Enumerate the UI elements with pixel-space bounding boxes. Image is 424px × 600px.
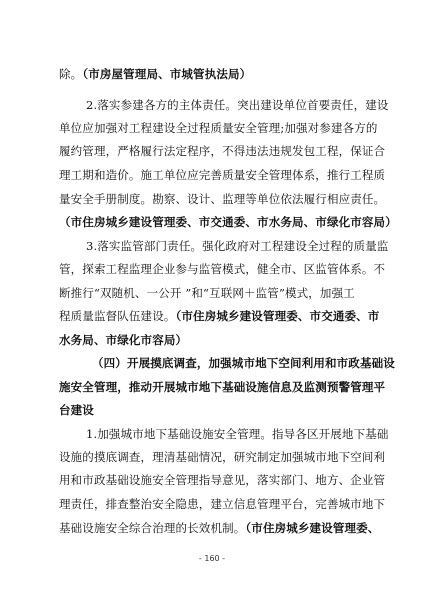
text-line [86,427,389,441]
text-line [59,473,385,487]
text-line [59,168,385,182]
text-line [59,215,397,229]
bold-text-run: （市住房城乡建设管理委、 [245,521,380,535]
bold-text-run: 台建设 [59,403,94,417]
text-run: 基础设施安全综合治理的长效机制。 [59,521,246,535]
text-run: 单位应加强对工程建设全过程质量安全管理;加强对参建各方的 [59,121,378,135]
text-line [59,262,385,276]
text-run: 理工期和造价。施工单位应完善质量安全管理体系，推行工程质 [59,168,386,182]
page-number: - 160 - [198,554,226,563]
text-line [59,333,187,347]
text-run: 管，探索工程监理企业参与监管模式，健全市、区监管体系。不 [59,262,386,276]
text-line [59,497,385,511]
text-run: 量安全手册制度。勘察、设计、监理等单位依法履行相应责任。 [59,192,386,206]
text-line [59,380,385,394]
text-line [59,450,385,464]
text-run: 断推行“双随机、一公开 ”和“互联网＋监管”模式，加强工 [59,286,355,300]
text-run: 1.加强城市地下基础设施安全管理。指导各区开展地下基础 [86,427,389,441]
bold-text-run: （市住房城乡建设管理委、市交通委、市 [175,309,380,323]
text-line [59,309,379,323]
bold-text-run: （四）开展摸底调查，加强城市地下空间利用和市政基础设 [92,356,395,370]
text-line [59,144,385,158]
bold-text-run: 水务局、市绿化市容局） [59,333,188,347]
text-line [59,521,379,535]
text-line [59,286,355,300]
text-run: 理责任，排查整治安全隐患，建立信息管理平台，完善城市地下 [59,497,386,511]
text-line [86,239,389,253]
text-run: 履约管理，严格履行法定程序，不得违法违规发包工程，保证合 [59,144,386,158]
bold-text-run: 施安全管理，推动开展城市地下基础设施信息及监测预警管理平 [59,380,386,394]
text-run: 2.落实参建各方的主体责任。突出建设单位首要责任，建设 [86,98,389,112]
text-line [92,356,395,370]
text-run: 用和市政基础设施安全管理指导意见，落实部门、地方、企业管 [59,473,386,487]
text-run: 除。 [59,67,83,81]
text-run: 3.落实监管部门责任。强化政府对工程建设全过程的质量监 [86,239,389,253]
text-run: 设施的摸底调查，理清基础情况，研究制定加强城市地下空间利 [59,450,386,464]
text-line [59,67,251,81]
text-line [59,192,385,206]
bold-text-run: （市住房城乡建设管理委、市交通委、市水务局、市绿化市容局） [59,215,397,229]
bold-text-run: （市房屋管理局、市城管执法局） [82,67,252,81]
text-line [59,403,94,417]
text-line [86,98,389,112]
text-line [59,121,378,135]
text-run: 程质量监督队伍建设。 [59,309,176,323]
